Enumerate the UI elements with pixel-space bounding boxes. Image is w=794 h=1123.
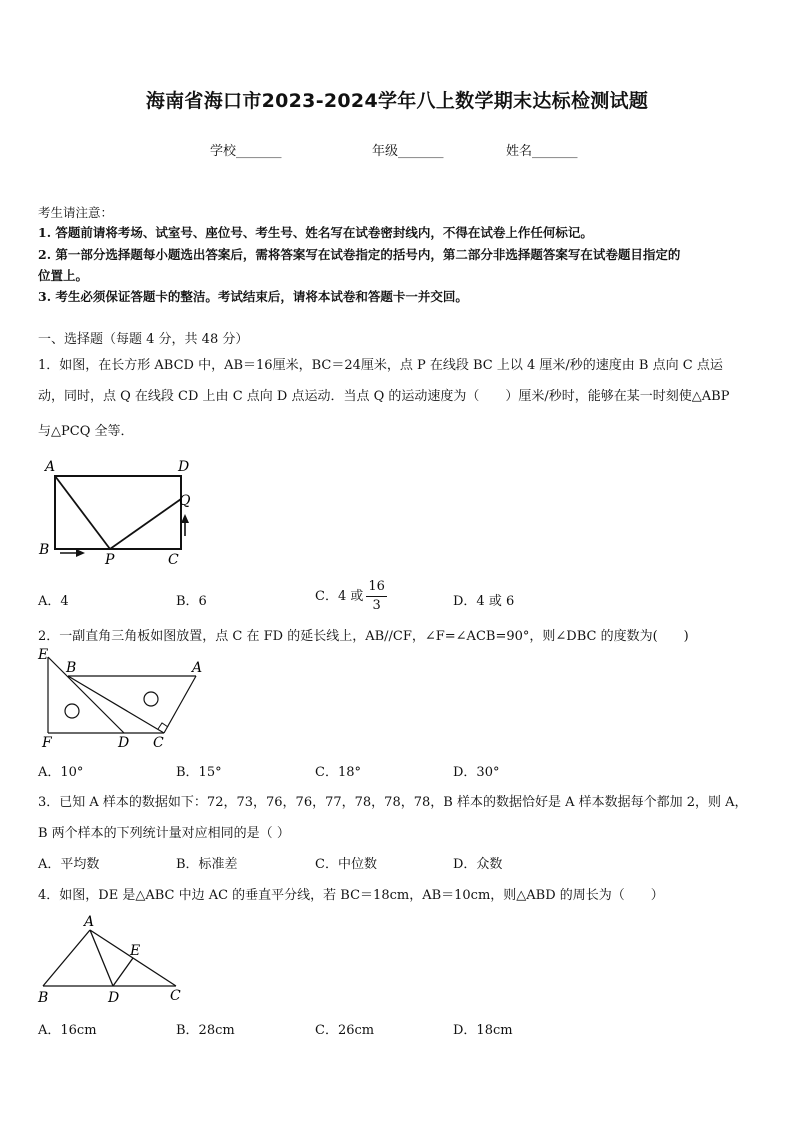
q4-label-b: B — [38, 990, 49, 1006]
notice-item-2: 2. 第一部分选择题每小题选出答案后，需将答案写在试卷指定的括号内，第二部分非选择题答案写在试卷题目指定的 — [38, 247, 681, 262]
q3-option-d[interactable]: D．众数 — [453, 857, 503, 872]
name-field: 姓名_______ — [506, 144, 578, 159]
q1-option-c[interactable] — [315, 578, 387, 615]
q2-option-b[interactable]: B．15° — [176, 765, 222, 780]
q4-segment-ad — [90, 930, 113, 986]
q1-label-d: D — [178, 459, 190, 475]
page-title: 海南省海口市2023-2024学年八上数学期末达标检测试题 — [145, 90, 649, 112]
notice-item-2-cont: 位置上。 — [38, 268, 89, 283]
q1-label-a: A — [45, 459, 56, 475]
q3-option-c[interactable]: C．中位数 — [315, 857, 377, 872]
q2-figure-triangles — [36, 645, 206, 755]
section-heading: 一、选择题（每题 4 分，共 48 分） — [38, 332, 249, 347]
q4-label-d: D — [108, 990, 120, 1006]
q1-arrow-cq-head — [181, 514, 189, 523]
q2-option-c[interactable]: C．18° — [315, 765, 361, 780]
q4-label-e: E — [130, 943, 141, 959]
q4-label-c: C — [170, 988, 181, 1004]
q1-option-c-fraction — [366, 578, 387, 615]
q1-figure-rectangle — [36, 456, 206, 568]
q4-label-a: A — [84, 914, 95, 930]
q4-stem: 4．如图，DE 是△ABC 中边 AC 的垂直平分线，若 BC＝18cm，AB＝10cm，则△ABD 的周长为（ ） — [38, 888, 664, 903]
q1-segment-pq — [110, 499, 181, 549]
q2-segment-ac — [164, 676, 196, 733]
q3-option-a[interactable]: A．平均数 — [38, 857, 100, 872]
q1-option-a[interactable]: A．4 — [38, 594, 69, 609]
q1-label-q: Q — [179, 493, 191, 509]
q1-label-b: B — [39, 542, 50, 558]
q4-option-c[interactable]: C．26cm — [315, 1023, 375, 1038]
q1-option-d[interactable]: D．4 或 6 — [453, 594, 515, 609]
q4-figure-triangle — [36, 912, 196, 1010]
notice-item-1: 1. 答题前请将考场、试室号、座位号、考生号、姓名写在试卷密封线内，不得在试卷上作任何标记。 — [38, 225, 593, 240]
q2-option-a[interactable]: A．10° — [38, 765, 84, 780]
q4-segment-ab — [43, 930, 90, 986]
q1-label-c: C — [168, 552, 179, 568]
q1-option-b[interactable]: B．6 — [176, 594, 207, 609]
q2-hole-right — [144, 692, 158, 706]
q2-label-d: D — [118, 735, 130, 751]
q3-option-b[interactable]: B．标准差 — [176, 857, 238, 872]
q2-hole-left — [65, 704, 79, 718]
q4-option-a[interactable]: A．16cm — [38, 1023, 97, 1038]
q2-label-f: F — [42, 735, 52, 751]
q2-stem: 2．一副直角三角板如图放置，点 C 在 FD 的延长线上，AB//CF，∠F=∠ACB=90°，则∠DBC 的度数为( ) — [38, 629, 689, 644]
q1-fraction-denominator: 3 — [372, 598, 381, 613]
q1-line-1: 1．如图，在长方形 ABCD 中，AB＝16厘米，BC＝24厘米，点 P 在线段 BC 上以 4 厘米/秒的速度由 B 点向 C 点运 — [38, 358, 723, 373]
q1-label-p: P — [105, 552, 115, 568]
notice-item-3: 3. 考生必须保证答题卡的整洁。考试结束后，请将本试卷和答题卡一并交回。 — [38, 289, 468, 304]
q3-line-1: 3．已知 A 样本的数据如下：72，73，76，76，77，78，78，78，B 样本的数据恰好是 A 样本数据每个都加 2，则 A， — [38, 795, 748, 810]
notice-heading: 考生请注意： — [38, 205, 114, 220]
q2-segment-ed — [48, 657, 124, 733]
q1-arrow-bp-head — [76, 549, 85, 557]
q1-segment-ap — [55, 476, 110, 549]
q2-label-e: E — [38, 647, 49, 663]
q4-option-d[interactable]: D．18cm — [453, 1023, 513, 1038]
q2-label-a: A — [192, 660, 203, 676]
q1-option-c-text: C．4 或 — [315, 589, 364, 604]
school-field: 学校_______ — [210, 144, 282, 159]
q4-segment-de — [113, 958, 133, 986]
q3-line-2: B 两个样本的下列统计量对应相同的是（ ） — [38, 826, 290, 841]
q1-line-3: 与△PCQ 全等． — [38, 424, 134, 439]
q4-option-b[interactable]: B．28cm — [176, 1023, 235, 1038]
q1-fraction-numerator: 16 — [366, 578, 387, 597]
q2-label-c: C — [153, 735, 164, 751]
q2-label-b: B — [66, 660, 77, 676]
grade-field: 年级_______ — [372, 144, 444, 159]
q2-option-d[interactable]: D．30° — [453, 765, 500, 780]
q1-line-2: 动，同时，点 Q 在线段 CD 上由 C 点向 D 点运动．当点 Q 的运动速度为（ ）厘米/秒时，能够在某一时刻使△ABP — [38, 389, 730, 404]
